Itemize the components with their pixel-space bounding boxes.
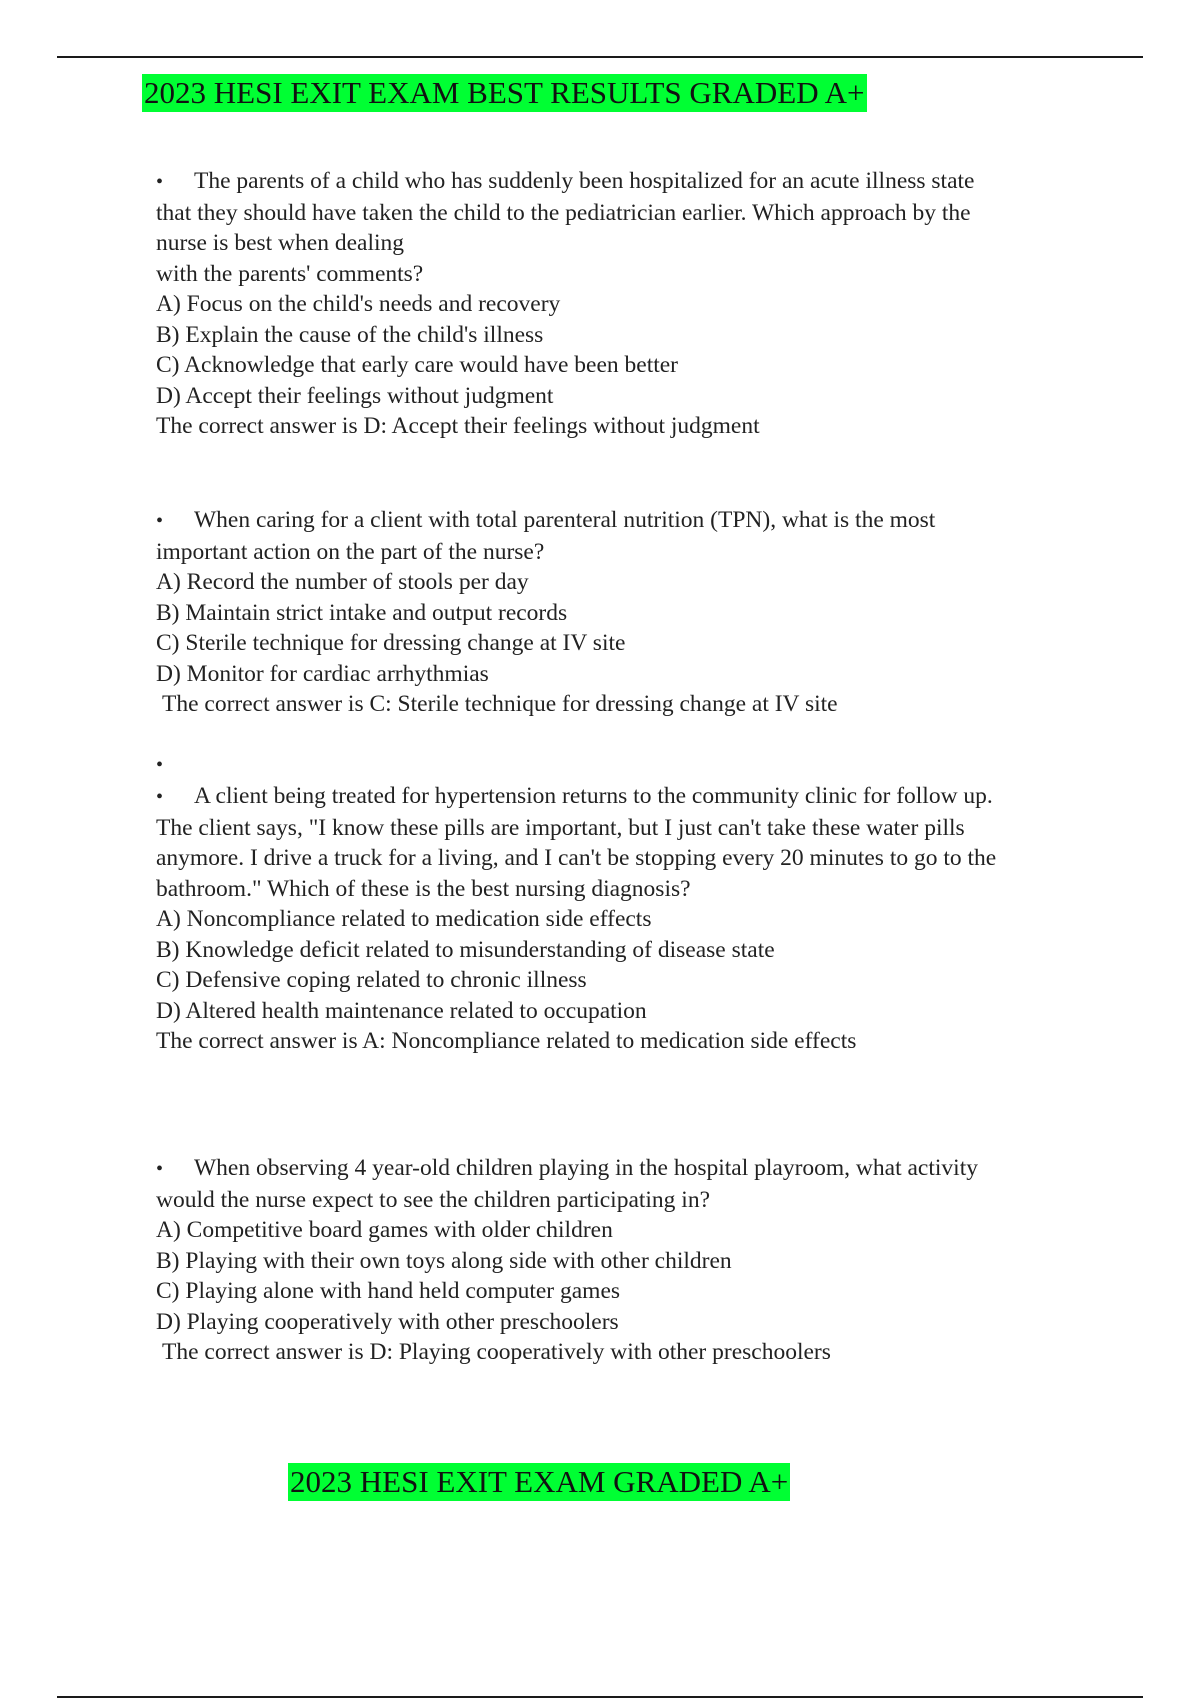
- option-a: A) Record the number of stools per day: [156, 569, 529, 595]
- question-stem-line: • When caring for a client with total parenteral nutrition (TPN), what is the most: [156, 505, 1096, 537]
- footer-title: 2023 HESI EXIT EXAM GRADED A+: [290, 1464, 789, 1499]
- question-stem-line: • A client being treated for hypertension returns to the community clinic for follow up.: [156, 781, 1096, 813]
- question-stem-line: bathroom." Which of these is the best nursing diagnosis?: [156, 875, 691, 902]
- question-stem-line: that they should have taken the child to the pediatrician earlier. Which approach by the: [156, 199, 971, 226]
- question-stem-line: The client says, "I know these pills are important, but I just can't take these water pills: [156, 814, 965, 841]
- option-c: C) Acknowledge that early care would have been better: [156, 352, 679, 378]
- question-stem-line: nurse is best when dealing: [156, 230, 405, 256]
- question-stem-line: would the nurse expect to see the children participating in?: [156, 1186, 711, 1213]
- question-stem-line: with the parents' comments?: [156, 260, 424, 287]
- bottom-rule: [57, 1696, 1143, 1698]
- option-d: D) Altered health maintenance related to occupation: [156, 997, 647, 1024]
- question-stem-line: important action on the part of the nurse?: [156, 538, 545, 565]
- option-a: A) Competitive board games with older children: [156, 1217, 613, 1243]
- option-d: D) Monitor for cardiac arrhythmias: [156, 660, 489, 687]
- page-title: 2023 HESI EXIT EXAM BEST RESULTS GRADED A+: [144, 75, 865, 110]
- option-c: C) Playing alone with hand held computer games: [156, 1278, 621, 1304]
- bullet-icon: •: [156, 786, 164, 808]
- option-b: B) Explain the cause of the child's illness: [156, 321, 544, 348]
- correct-answer: The correct answer is D: Playing cooperatively with other preschoolers: [162, 1339, 831, 1365]
- correct-answer: The correct answer is A: Noncompliance related to medication side effects: [156, 1028, 857, 1054]
- correct-answer: The correct answer is C: Sterile technique for dressing change at IV site: [162, 691, 838, 717]
- option-d: D) Playing cooperatively with other preschoolers: [156, 1308, 619, 1335]
- bullet-icon: •: [156, 171, 164, 193]
- bullet-icon: •: [156, 510, 164, 532]
- bullet-icon: •: [156, 1158, 164, 1180]
- question-3: [156, 781, 1096, 1057]
- option-b: B) Maintain strict intake and output records: [156, 599, 568, 626]
- question-stem-line: • The parents of a child who has suddenly been hospitalized for an acute illness state: [156, 166, 1096, 198]
- bullet-icon: •: [156, 754, 164, 776]
- question-2: [156, 505, 1096, 720]
- option-c: C) Sterile technique for dressing change at IV site: [156, 630, 626, 656]
- option-a: A) Focus on the child's needs and recovery: [156, 291, 561, 317]
- option-c: C) Defensive coping related to chronic illness: [156, 967, 587, 993]
- option-b: B) Knowledge deficit related to misunderstanding of disease state: [156, 936, 775, 963]
- question-stem-line: • When observing 4 year-old children playing in the hospital playroom, what activity: [156, 1153, 1096, 1185]
- question-4: [156, 1153, 1096, 1368]
- option-a: A) Noncompliance related to medication side effects: [156, 906, 652, 932]
- correct-answer: The correct answer is D: Accept their feelings without judgment: [156, 413, 760, 439]
- question-stem-line: anymore. I drive a truck for a living, and I can't be stopping every 20 minutes to go to the: [156, 845, 997, 871]
- top-rule: [57, 56, 1143, 58]
- option-d: D) Accept their feelings without judgment: [156, 382, 554, 409]
- option-b: B) Playing with their own toys along side with other children: [156, 1247, 732, 1274]
- question-1: [156, 166, 1096, 442]
